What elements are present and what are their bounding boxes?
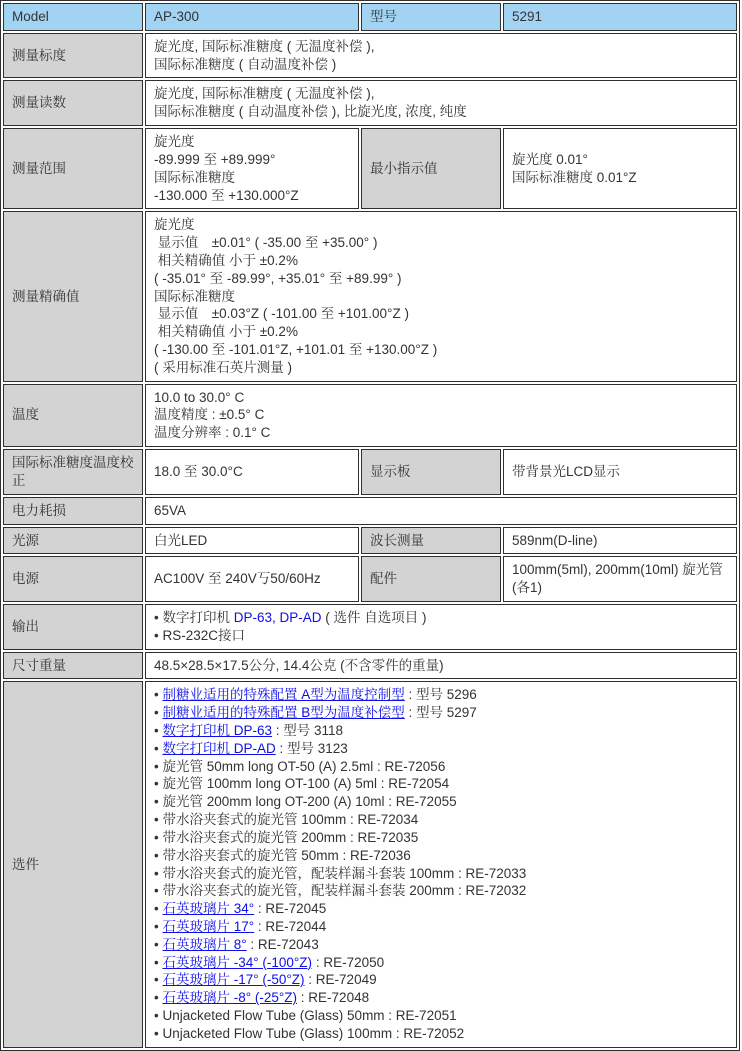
text-segment: 白光LED — [154, 532, 208, 548]
text-segment: 相关精确值 小于 ±0.2% — [154, 324, 298, 340]
option-link[interactable]: 石英玻璃片 8° — [162, 936, 247, 952]
type-key-cell — [361, 3, 501, 31]
text-line — [154, 288, 728, 306]
text-segment: AP-300 — [154, 9, 200, 24]
row-header — [3, 3, 737, 31]
text-line — [154, 502, 728, 520]
text-segment: • — [154, 723, 163, 738]
text-line — [154, 85, 728, 103]
text-segment: 带背景光LCD显示 — [512, 463, 621, 479]
text-segment: 国际标准糖度 — [154, 288, 235, 304]
text-segment: 测量标度 — [12, 47, 66, 63]
text-line — [154, 627, 728, 645]
text-segment: 国际标准糖度 ( 自动温度补偿 ), 比旋光度, 浓度, 纯度 — [154, 104, 467, 120]
text-line — [154, 463, 350, 481]
text-segment: : RE-72044 — [254, 918, 327, 934]
text-line — [154, 406, 728, 424]
text-line — [12, 856, 134, 874]
text-segment: • 旋光管 50mm long OT-50 (A) 2.5ml : RE-72056 — [154, 758, 446, 774]
row-dimensions-weight — [3, 652, 737, 680]
row-value — [503, 449, 737, 495]
text-line — [154, 252, 728, 270]
text-segment: 65VA — [154, 502, 187, 518]
text-segment: 显示值 ±0.03°Z ( -101.00 至 +101.00°Z ) — [154, 306, 409, 322]
text-segment: • 带水浴夹套式的旋光管 50mm : RE-72036 — [154, 847, 411, 863]
text-line — [154, 918, 728, 936]
text-segment: ( 采用标准石英片测量 ) — [154, 359, 292, 375]
text-line — [154, 882, 728, 900]
text-segment: • 带水浴夹套式的旋光管，配装样漏斗套装 100mm : RE-72033 — [154, 865, 527, 881]
row-measurement-scale — [3, 33, 737, 79]
text-segment: 旋光度 — [154, 217, 195, 233]
row-value — [503, 527, 737, 555]
text-segment: • — [154, 687, 163, 703]
text-line — [154, 865, 728, 883]
text-segment: 温度精度 : ±0.5° C — [154, 407, 265, 423]
row-value — [145, 384, 737, 447]
text-line — [154, 847, 728, 865]
text-segment: 48.5×28.5×17.5公分, 14.4公克 (不含零件的重量) — [154, 657, 444, 673]
text-segment: : 型号 3118 — [272, 723, 344, 738]
text-line — [12, 406, 134, 424]
text-line — [154, 169, 350, 187]
text-segment: ( -130.00 至 -101.01°Z, +101.01 至 +130.00°Z ) — [154, 342, 438, 357]
text-line — [154, 971, 728, 989]
text-segment: 温度分辨率 : 0.1° C — [154, 425, 271, 441]
text-segment: 旋光度, 国际标准糖度 ( 无温度补偿 ), — [154, 86, 375, 102]
row-label — [3, 652, 143, 680]
text-segment: ( -35.01° 至 -89.99°, +35.01° 至 +89.99° ) — [154, 270, 402, 286]
text-segment: 显示板 — [370, 463, 411, 479]
text-line — [154, 989, 728, 1007]
row-value — [145, 681, 737, 1047]
text-segment: 国际标准糖度 0.01°Z — [512, 169, 637, 185]
text-line — [154, 609, 728, 627]
text-line — [512, 151, 728, 169]
text-line — [154, 424, 728, 442]
text-segment: : 型号 5297 — [404, 705, 477, 721]
row-power-supply — [3, 556, 737, 602]
text-segment: 测量读数 — [12, 95, 66, 111]
text-line — [12, 47, 134, 65]
text-segment: 测量范围 — [12, 160, 66, 176]
text-segment: 国际标准糖度 — [154, 169, 235, 185]
text-segment: 10.0 to 30.0° C — [154, 389, 245, 405]
option-link[interactable]: 数字打印机 DP-AD — [162, 740, 276, 756]
text-segment: Model — [12, 9, 49, 24]
option-link[interactable]: DP-63, DP-AD — [233, 609, 322, 625]
text-line — [12, 160, 134, 178]
text-segment: • 带水浴夹套式的旋光管 200mm : RE-72035 — [154, 829, 419, 845]
text-line — [154, 740, 728, 758]
text-segment: 波长测量 — [370, 532, 424, 548]
row-value — [145, 80, 737, 126]
text-segment: ( 选件 自选项目 ) — [321, 609, 427, 625]
row-value — [503, 556, 737, 602]
text-line — [512, 169, 728, 187]
text-line — [370, 463, 492, 481]
row-temperature — [3, 384, 737, 447]
text-segment: • — [154, 918, 163, 934]
text-line — [512, 532, 728, 550]
text-line — [370, 160, 492, 178]
text-line — [154, 657, 728, 675]
text-segment: 5291 — [512, 9, 543, 24]
option-link[interactable]: 数字打印机 DP-63 — [162, 723, 273, 738]
text-line — [154, 323, 728, 341]
text-line — [154, 936, 728, 954]
text-segment: 国际标准糖度 ( 自动温度补偿 ) — [154, 56, 337, 72]
text-segment: • — [154, 990, 163, 1006]
text-segment: • — [154, 936, 163, 952]
text-segment: 光源 — [12, 532, 39, 548]
row-measurement-readings — [3, 80, 737, 126]
row-value — [145, 128, 359, 209]
row-light-source — [3, 527, 737, 555]
text-segment: • 旋光管 100mm long OT-100 (A) 5ml : RE-72054 — [154, 776, 450, 792]
row-label — [3, 384, 143, 447]
row-power-consumption — [3, 497, 737, 525]
text-segment: • — [154, 972, 163, 988]
text-segment: 相关精确值 小于 ±0.2% — [154, 252, 298, 268]
option-link[interactable]: 石英玻璃片 34° — [162, 901, 255, 917]
row-label — [3, 681, 143, 1047]
row-label — [361, 449, 501, 495]
text-segment: 589nm(D-line) — [512, 532, 598, 548]
text-segment: • Unjacketed Flow Tube (Glass) 50mm : RE-72051 — [154, 1008, 457, 1023]
row-value — [145, 604, 737, 650]
row-value — [145, 497, 737, 525]
text-line — [154, 1007, 728, 1025]
text-segment: 旋光度, 国际标准糖度 ( 无温度补偿 ), — [154, 38, 375, 54]
row-measurement-accuracy — [3, 211, 737, 381]
text-line — [512, 561, 728, 597]
text-line — [154, 829, 728, 847]
text-segment: • RS-232C接口 — [154, 627, 245, 643]
text-segment: • — [154, 740, 163, 756]
text-line — [154, 8, 350, 26]
text-line — [154, 686, 728, 704]
option-link[interactable]: 石英玻璃片 17° — [162, 918, 255, 934]
row-label — [3, 556, 143, 602]
text-segment: 电源 — [12, 571, 39, 587]
row-value — [145, 527, 359, 555]
text-segment: • — [154, 705, 163, 721]
row-value — [145, 449, 359, 495]
row-label — [3, 449, 143, 495]
row-value — [145, 211, 737, 381]
option-link[interactable]: 石英玻璃片 -8° (-25°Z) — [162, 990, 298, 1006]
row-options — [3, 681, 737, 1047]
text-line — [154, 954, 728, 972]
text-segment: AC100V 至 240V丂50/60Hz — [154, 571, 321, 587]
text-segment: • 旋光管 200mm long OT-200 (A) 10ml : RE-72055 — [154, 794, 457, 810]
text-line — [154, 56, 728, 74]
row-label — [3, 211, 143, 381]
text-line — [154, 103, 728, 121]
row-measurement-range — [3, 128, 737, 209]
text-segment: 显示值 ±0.01° ( -35.00 至 +35.00° ) — [154, 235, 378, 251]
row-label — [3, 527, 143, 555]
text-line — [154, 570, 350, 588]
text-line — [154, 151, 350, 169]
text-line — [154, 341, 728, 359]
text-segment: 选件 — [12, 856, 39, 872]
text-line — [154, 704, 728, 722]
text-segment: 温度 — [12, 407, 39, 423]
text-segment: 输出 — [12, 618, 39, 634]
text-segment: : 型号 3123 — [275, 740, 348, 756]
text-segment: 测量精确值 — [12, 288, 80, 304]
option-link[interactable]: 石英玻璃片 -34° (-100°Z) — [162, 954, 313, 970]
text-line — [154, 389, 728, 407]
text-segment: 旋光度 — [154, 134, 195, 150]
row-label — [3, 128, 143, 209]
text-line — [154, 775, 728, 793]
text-line — [154, 793, 728, 811]
text-segment: • — [154, 901, 163, 917]
text-segment: • Unjacketed Flow Tube (Glass) 100mm : RE-72052 — [154, 1025, 465, 1041]
row-label — [3, 497, 143, 525]
text-line — [154, 900, 728, 918]
text-line — [370, 532, 492, 550]
text-line — [370, 570, 492, 588]
row-value — [145, 652, 737, 680]
row-label — [3, 33, 143, 79]
option-link[interactable]: 石英玻璃片 -17° (-50°Z) — [162, 972, 305, 988]
text-line — [12, 502, 134, 520]
text-segment: 国际标准糖度温度校正 — [12, 455, 134, 488]
text-line — [12, 8, 134, 26]
text-segment: : RE-72049 — [304, 972, 377, 988]
text-segment: • 带水浴夹套式的旋光管 100mm : RE-72034 — [154, 812, 419, 828]
row-label — [3, 604, 143, 650]
text-segment: -130.000 至 +130.000°Z — [154, 187, 299, 203]
text-line — [154, 133, 350, 151]
row-sugar-temp-correction — [3, 449, 737, 495]
text-segment: 尺寸重量 — [12, 657, 66, 673]
text-segment: 配件 — [370, 571, 397, 587]
text-line — [154, 305, 728, 323]
text-segment: • 数字打印机 — [154, 609, 234, 625]
text-line — [154, 811, 728, 829]
row-label — [361, 128, 501, 209]
text-segment: : RE-72050 — [312, 954, 385, 970]
text-line — [12, 657, 134, 675]
row-value — [503, 128, 737, 209]
text-line — [12, 454, 134, 490]
row-label — [3, 80, 143, 126]
text-line — [154, 187, 350, 205]
text-segment: 100mm(5ml), 200mm(10ml) 旋光管(各1) — [512, 562, 723, 596]
text-segment: • 带水浴夹套式的旋光管，配装样漏斗套装 200mm : RE-72032 — [154, 883, 527, 899]
text-line — [12, 94, 134, 112]
text-line — [12, 288, 134, 306]
spec-table-body — [3, 3, 737, 1048]
text-line — [154, 758, 728, 776]
text-line — [154, 359, 728, 377]
text-segment: : RE-72048 — [297, 990, 370, 1006]
text-segment: 18.0 至 30.0°C — [154, 463, 243, 479]
text-line — [12, 532, 134, 550]
row-output — [3, 604, 737, 650]
text-segment: : RE-72043 — [246, 936, 319, 952]
type-value-cell — [503, 3, 737, 31]
row-label — [361, 527, 501, 555]
text-segment: 旋光度 0.01° — [512, 151, 588, 167]
text-line — [512, 463, 728, 481]
row-label — [361, 556, 501, 602]
text-line — [12, 618, 134, 636]
text-segment: • — [154, 954, 163, 970]
option-link[interactable]: 制糖业适用的特殊配置 A型为温度控制型 — [162, 687, 405, 703]
text-line — [154, 234, 728, 252]
model-key-cell — [3, 3, 143, 31]
text-line — [154, 270, 728, 288]
text-line — [154, 722, 728, 740]
text-segment: : RE-72045 — [254, 901, 327, 917]
row-value — [145, 556, 359, 602]
text-line — [154, 216, 728, 234]
text-segment: : 型号 5296 — [404, 687, 477, 703]
text-line — [154, 38, 728, 56]
text-segment: 电力耗损 — [12, 502, 66, 518]
text-line — [154, 1025, 728, 1043]
text-line — [512, 8, 728, 26]
text-line — [154, 532, 350, 550]
text-segment: 最小指示值 — [370, 160, 438, 176]
text-segment: -89.999 至 +89.999° — [154, 151, 276, 167]
model-value-cell — [145, 3, 359, 31]
text-segment: 型号 — [370, 9, 397, 24]
row-value — [145, 33, 737, 79]
text-line — [370, 8, 492, 26]
text-line — [12, 570, 134, 588]
option-link[interactable]: 制糖业适用的特殊配置 B型为温度补偿型 — [162, 705, 405, 721]
